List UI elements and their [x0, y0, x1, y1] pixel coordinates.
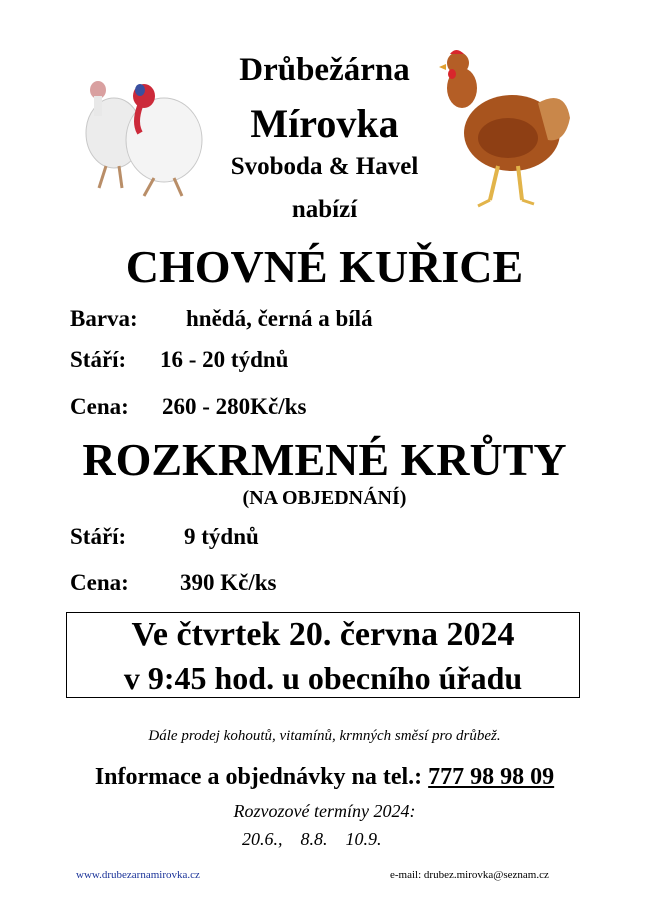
- section-heading-turkeys: ROZKRMENÉ KRŮTY: [82, 434, 567, 485]
- turkeys-age-value: 9 týdnů: [184, 524, 259, 549]
- section-heading-hens: CHOVNÉ KUŘICE: [125, 241, 524, 292]
- order-only-note: (NA OBJEDNÁNÍ): [242, 487, 407, 509]
- website-link[interactable]: www.drubezarnamirovka.cz: [76, 869, 200, 881]
- offers-label: nabízí: [291, 196, 358, 223]
- hens-color-value: hnědá, černá a bílá: [186, 306, 373, 331]
- company-location: Mírovka: [250, 101, 399, 146]
- company-owners: Svoboda & Havel: [230, 153, 419, 180]
- hens-age-value: 16 - 20 týdnů: [160, 347, 289, 372]
- email-contact[interactable]: e-mail: drubez.mirovka@seznam.cz: [390, 869, 549, 881]
- event-date: Ve čtvrtek 20. června 2024: [131, 616, 515, 653]
- turkeys-age-label: Stáří:: [70, 524, 127, 549]
- hens-price-label: Cena:: [70, 394, 129, 419]
- contact-line: [0, 764, 649, 791]
- hens-age-label: Stáří:: [70, 347, 127, 372]
- hens-price-value: 260 - 280Kč/ks: [162, 394, 307, 419]
- contact-label: Informace a objednávky na tel.:: [94, 764, 423, 790]
- delivery-dates: 20.6., 8.8. 10.9.: [242, 829, 382, 849]
- company-name: Drůbežárna: [239, 52, 410, 88]
- event-time-place: v 9:45 hod. u obecního úřadu: [123, 660, 523, 696]
- additional-products-note: Dále prodej kohoutů, vitamínů, krmných směsí pro drůbež.: [148, 728, 501, 744]
- phone-number[interactable]: 777 98 98 09: [428, 764, 555, 790]
- hens-color-label: Barva:: [70, 306, 138, 331]
- turkeys-price-value: 390 Kč/ks: [180, 570, 277, 595]
- turkeys-price-label: Cena:: [70, 570, 129, 595]
- delivery-label: Rozvozové termíny 2024:: [233, 801, 416, 821]
